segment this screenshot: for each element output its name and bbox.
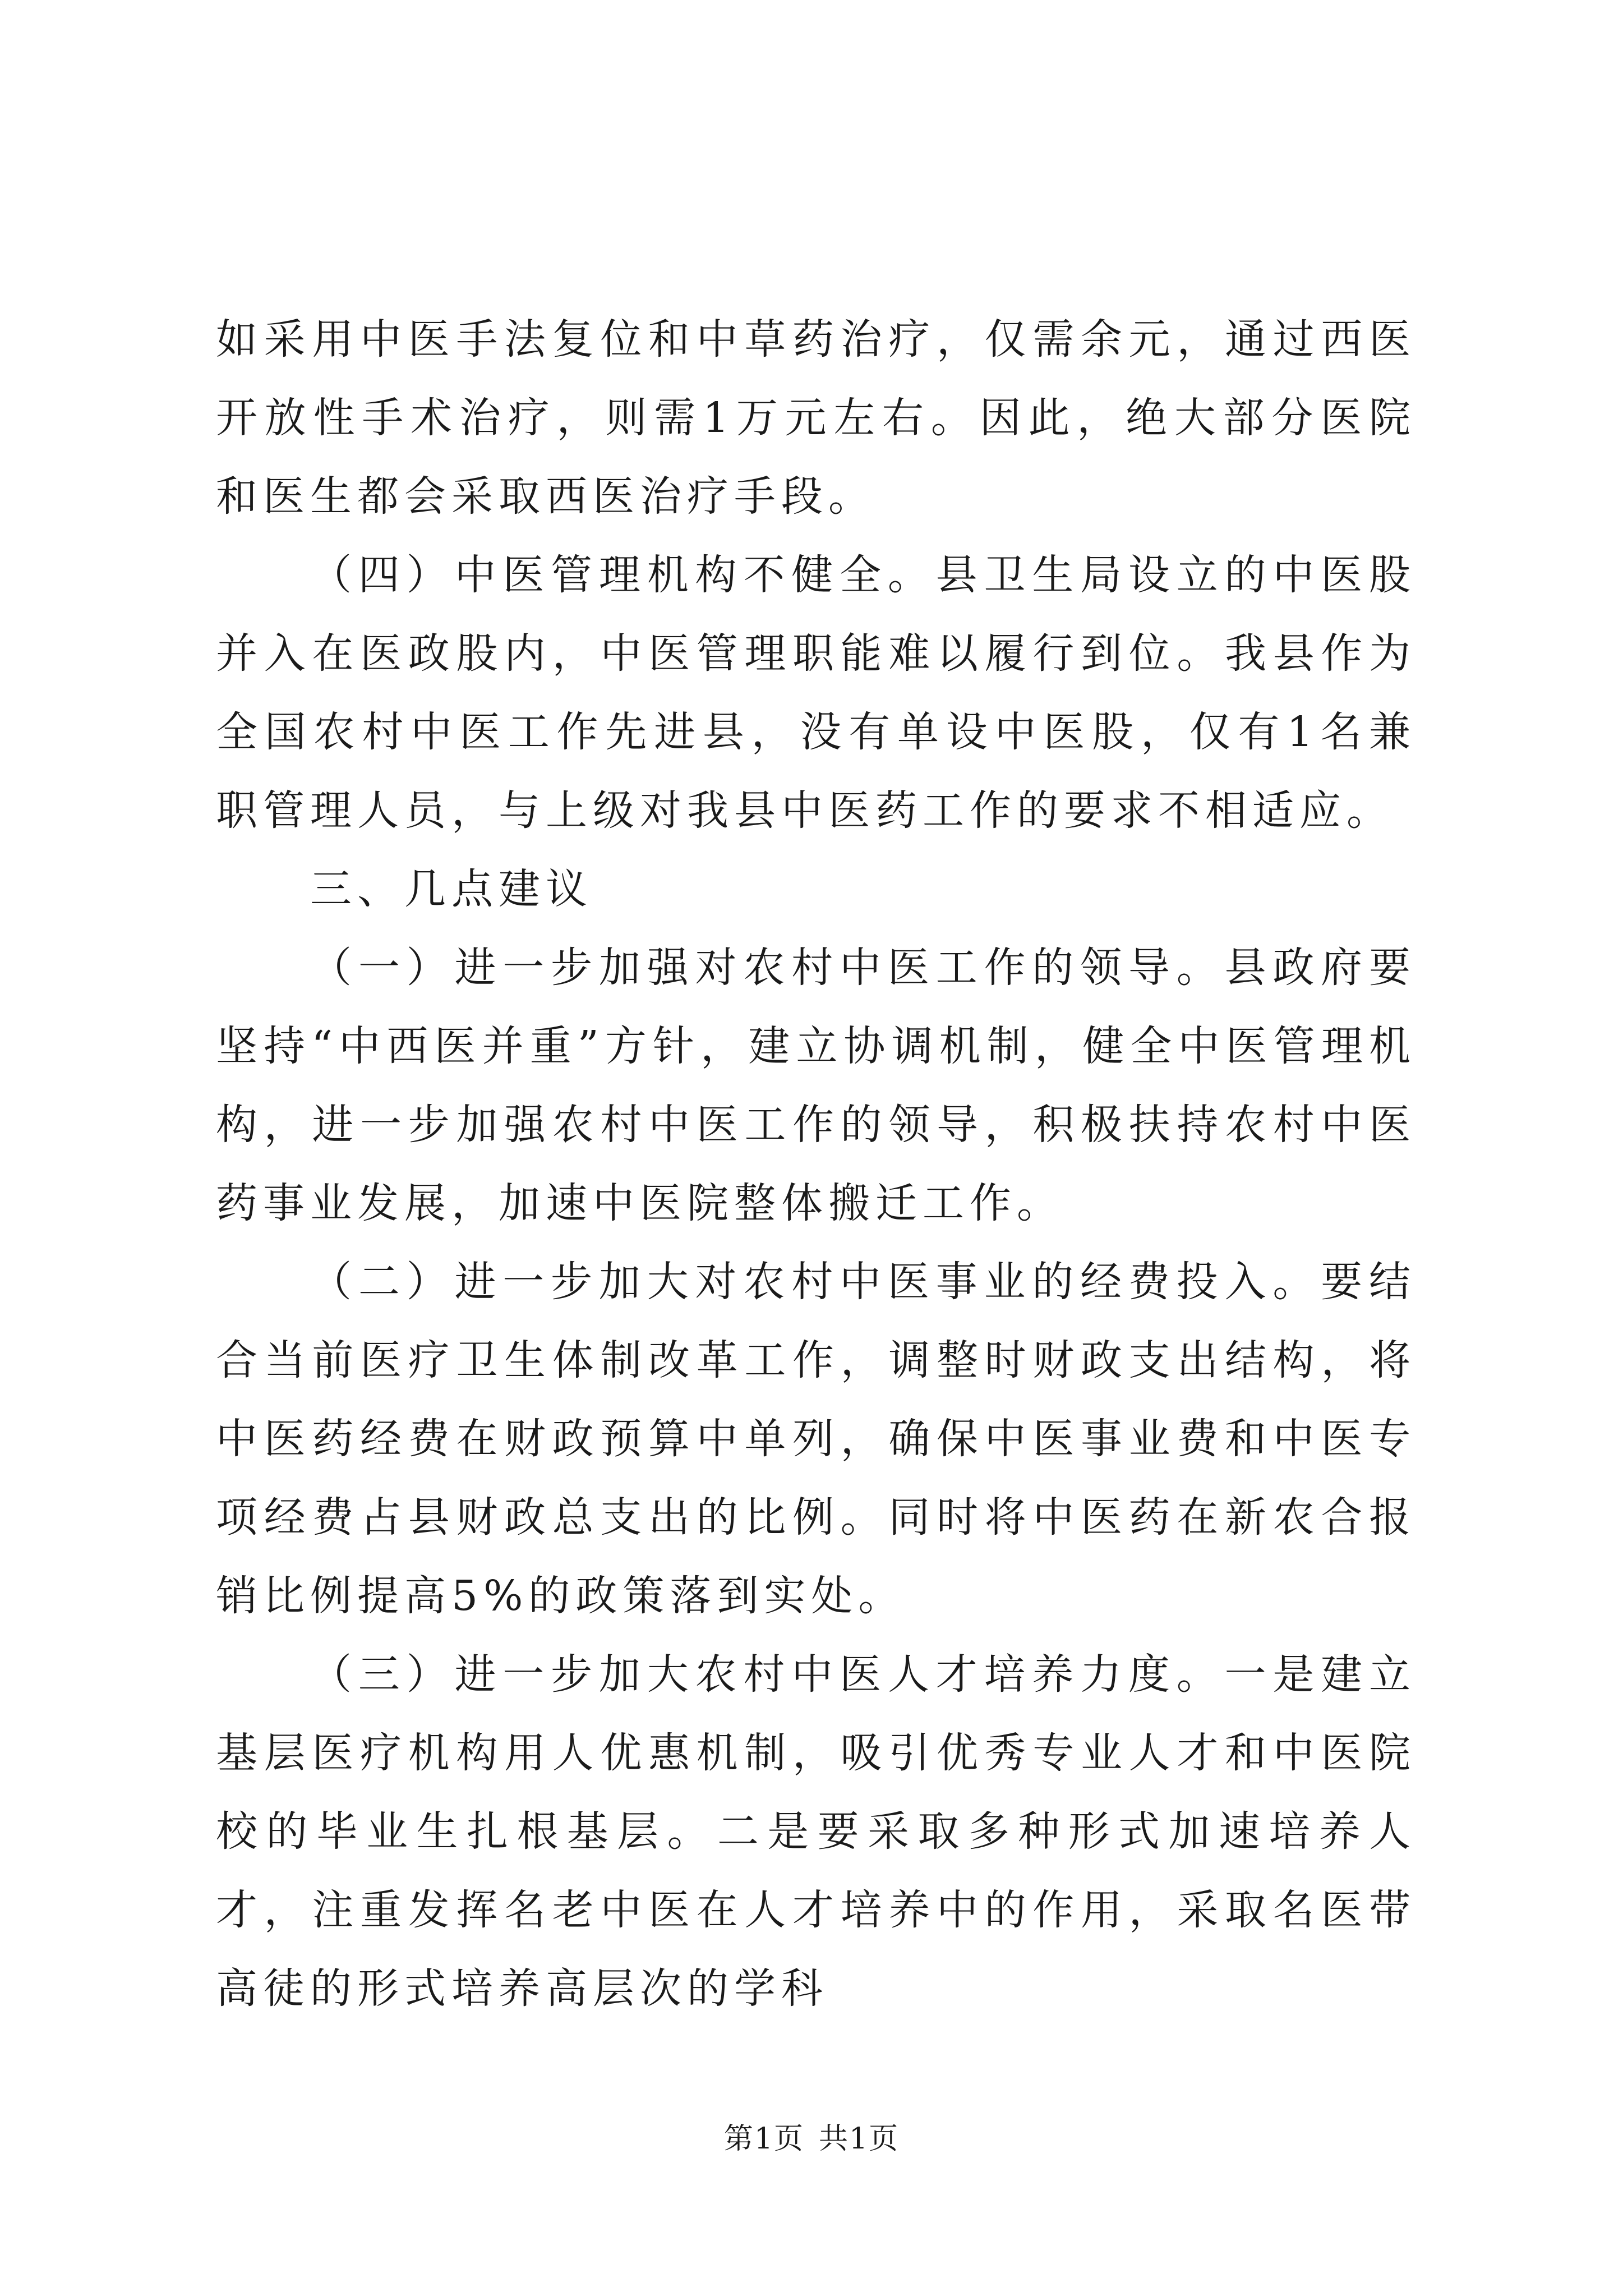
paragraph-suggestion-one: （一）进一步加强对农村中医工作的领导。县政府要坚持“中西医并重”方针，建立协调机制，健全中医管理机构，进一步加强农村中医工作的领导，积极扶持农村中医药事业发展，加速中医院整体搬迁工作。: [216, 944, 1416, 1227]
page-number: 第1页: [723, 2122, 804, 2156]
section-heading-suggestions: 三、几点建议: [310, 865, 593, 913]
paragraph-continuation: 如采用中医手法复位和中草药治疗，仅需余元，通过西医开放性手术治疗，则需1万元左右。因此，绝大部分医院和医生都会采取西医治疗手段。: [216, 315, 1416, 521]
paragraph-suggestion-two: （二）进一步加大对农村中医事业的经费投入。要结合当前医疗卫生体制改革工作，调整时财政支出结构，将中医药经费在财政预算中单列，确保中医事业费和中医专项经费占县财政总支出的比例。同时将中医药在新农合报销比例提高5%的政策落到实处。: [216, 1258, 1416, 1620]
page-total: 共1页: [819, 2122, 900, 2156]
paragraph-suggestion-three: （三）进一步加大农村中医人才培养力度。一是建立基层医疗机构用人优惠机制，吸引优秀专业人才和中医院校的毕业生扎根基层。二是要采取多种形式加速培养人才，注重发挥名老中医在人才培养中的作用，采取名医带高徒的形式培养高层次的学科: [216, 1650, 1416, 2013]
page-footer: [0, 2115, 1623, 2157]
document-body: [216, 300, 1416, 2028]
paragraph-section-four: （四）中医管理机构不健全。县卫生局设立的中医股并入在医政股内，中医管理职能难以履行到位。我县作为全国农村中医工作先进县，没有单设中医股，仅有1名兼职管理人员，与上级对我县中医药工作的要求不相适应。: [216, 551, 1416, 835]
